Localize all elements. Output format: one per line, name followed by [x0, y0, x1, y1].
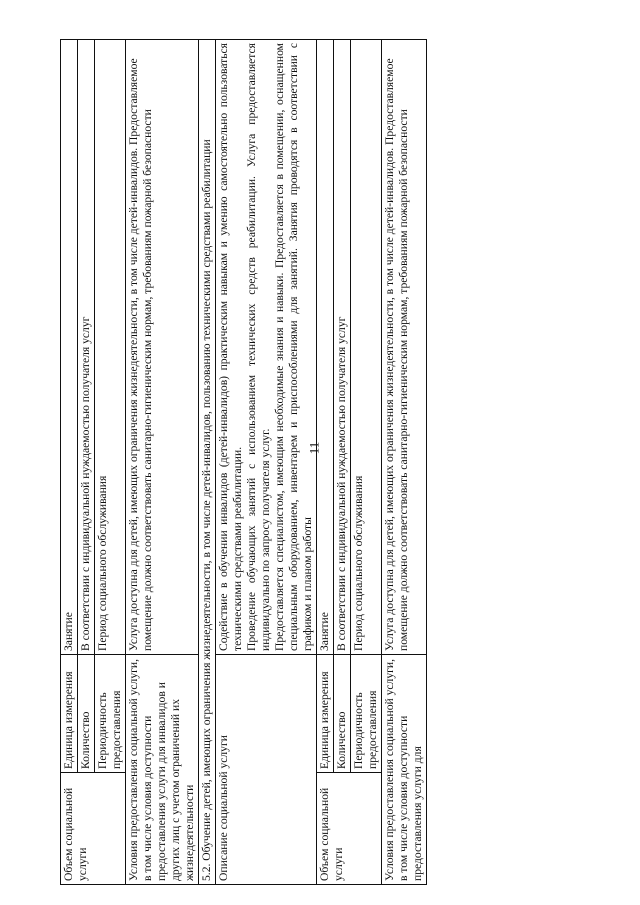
quantity-label: Количество	[78, 655, 95, 773]
table-row	[382, 40, 427, 885]
quantity-value: В соответствии с индивидуальной нуждаемостью получателя услуг	[334, 40, 351, 655]
volume-label: Объем социальной услуги	[317, 773, 382, 885]
quantity-value: В соответствии с индивидуальной нуждаемостью получателя услуг	[78, 40, 95, 655]
conditions-label: Условия предоставления социальной услуги, в том числе условия доступности предоставления услуги для	[382, 655, 427, 885]
service-table	[60, 39, 427, 885]
description-label: Описание социальной услуги	[216, 655, 317, 885]
conditions-value: Услуга доступна для детей, имеющих ограничения жизнедеятельности, в том числе детей-инвалидов. Предоставляемое помещение должно соответствовать санитарно-гигиеническим нормам, требованиям пожарной безопасности	[126, 40, 199, 655]
page-number: 11	[306, 441, 322, 455]
table-row	[334, 40, 351, 885]
table-row	[317, 40, 334, 885]
description-value	[216, 40, 317, 655]
volume-label: Объем социальной услуги	[61, 773, 126, 885]
table-row	[95, 40, 126, 885]
periodicity-label: Периодичность предоставления	[95, 655, 126, 773]
description-paragraph: Содействие в обучении инвалидов (детей-инвалидов) практическим навыкам и умению самостоятельно пользоваться техническими средствами реабилитации.	[217, 43, 244, 651]
unit-label: Единица измерения	[61, 655, 78, 773]
table-row	[78, 40, 95, 885]
table-row	[199, 40, 216, 885]
periodicity-value: Период социального обслуживания	[351, 40, 382, 655]
description-paragraph: Проведение обучающих занятий с использованием технических средств реабилитации. Услуга предоставляется индивидуально по запросу получателя услуг.	[245, 43, 272, 651]
table-row	[126, 40, 199, 885]
document-sheet	[60, 40, 475, 885]
conditions-value: Услуга доступна для детей, имеющих ограничения жизнедеятельности, в том числе детей-инвалидов. Предоставляемое помещение должно соответствовать санитарно-гигиеническим нормам, требованиям пожарной безопасности	[382, 40, 427, 655]
quantity-label: Количество	[334, 655, 351, 773]
table-row	[351, 40, 382, 885]
table-row	[61, 40, 78, 885]
section-heading: 5.2. Обучение детей, имеющих ограничения жизнедеятельности, в том числе детей-инвалидов, пользованию техническими средствами реабилитации	[199, 40, 216, 885]
periodicity-value: Период социального обслуживания	[95, 40, 126, 655]
unit-value: Занятие	[61, 40, 78, 655]
conditions-label: Условия предоставления социальной услуги, в том числе условия доступности предоставления услуги для инвалидов и других лиц с учетом ограничений их жизнедеятельности	[126, 655, 199, 885]
periodicity-label: Периодичность предоставления	[351, 655, 382, 773]
unit-label: Единица измерения	[317, 655, 334, 773]
unit-value: Занятие	[317, 40, 334, 655]
description-paragraph: Предоставляется специалистом, имеющим необходимые знания и навыки. Предоставляется в помещении, оснащенном специальным оборудованием, инвентарем и приспособлениями для занятий. Занятия проводятся в соответствии с графиком и планом работы	[273, 43, 314, 651]
table-row	[216, 40, 317, 885]
